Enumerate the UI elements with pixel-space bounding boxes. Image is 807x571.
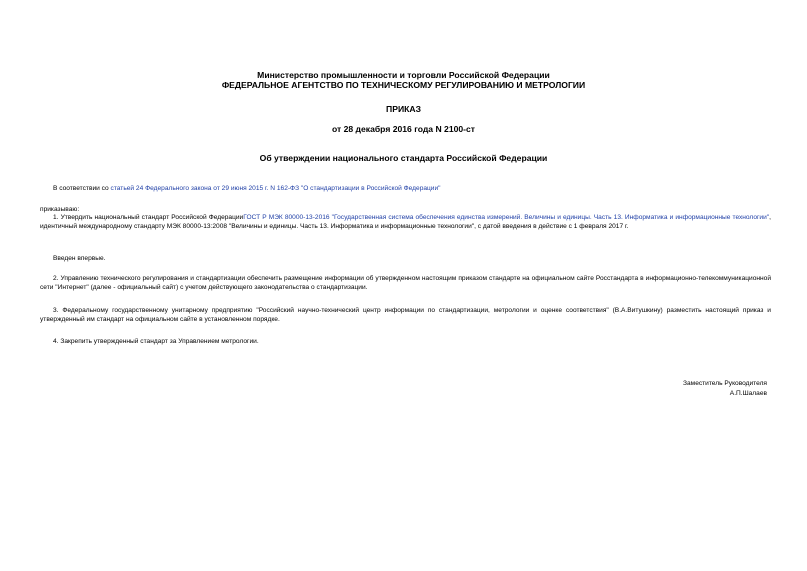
note-introduced: Введен впервые. <box>53 255 106 262</box>
item-3-paragraph: 3. Федеральному государственному унитарному предприятию "Российский научно-технический центр информации по стандартизации, метрологии и оценке соответствия" (В.А.Витушкину) разместить настоящий приказ и утвержденный им стандарт на официальном сайте в установленном порядке. <box>40 307 771 323</box>
standard-link[interactable]: ГОСТ Р МЭК 80000-13-2016 "Государственная система обеспечения единства измерений. Величины и единицы. Часть 13. Информатика и информационные технологии" <box>243 214 770 221</box>
ministry-title: Министерство промышленности и торговли Российской Федерации <box>257 70 550 80</box>
intro-paragraph <box>53 184 441 193</box>
item-4-paragraph: 4. Закрепить утвержденный стандарт за Управлением метрологии. <box>53 338 259 345</box>
item-1-suffix: , идентичный международному стандарту МЭК 80000-13:2008 "Величины и единицы. Часть 13. Информатика и информационные технологии", с датой введения в действие с 1 февраля 2017 г. <box>40 214 771 230</box>
order-word: приказываю: <box>40 206 80 213</box>
item-1-prefix: 1. Утвердить национальный стандарт Российской Федерации <box>53 214 244 221</box>
item-1-paragraph <box>40 213 771 231</box>
signature-name: А.П.Шалаев <box>729 390 767 397</box>
intro-prefix: В соответствии со <box>53 185 111 192</box>
item-2-paragraph: 2. Управлению технического регулирования и стандартизации обеспечить размещение информации об утвержденном настоящим приказом стандарте на официальном сайте Росстандарта в информационно-телекоммуникационной сети "Интернет" (далее - официальный сайт) с учетом действующего законодательства о стандартизации. <box>40 275 771 291</box>
doc-type: ПРИКАЗ <box>386 104 421 114</box>
signature-position: Заместитель Руководителя <box>683 380 767 387</box>
doc-subject: Об утверждении национального стандарта Российской Федерации <box>259 153 548 163</box>
agency-title: ФЕДЕРАЛЬНОЕ АГЕНТСТВО ПО ТЕХНИЧЕСКОМУ РЕГУЛИРОВАНИЮ И МЕТРОЛОГИИ <box>221 80 586 90</box>
doc-date-number: от 28 декабря 2016 года N 2100-ст <box>331 124 476 134</box>
law-link[interactable]: статьей 24 Федерального закона от 29 июня 2015 г. N 162-ФЗ "О стандартизации в Российской Федерации" <box>110 185 441 192</box>
